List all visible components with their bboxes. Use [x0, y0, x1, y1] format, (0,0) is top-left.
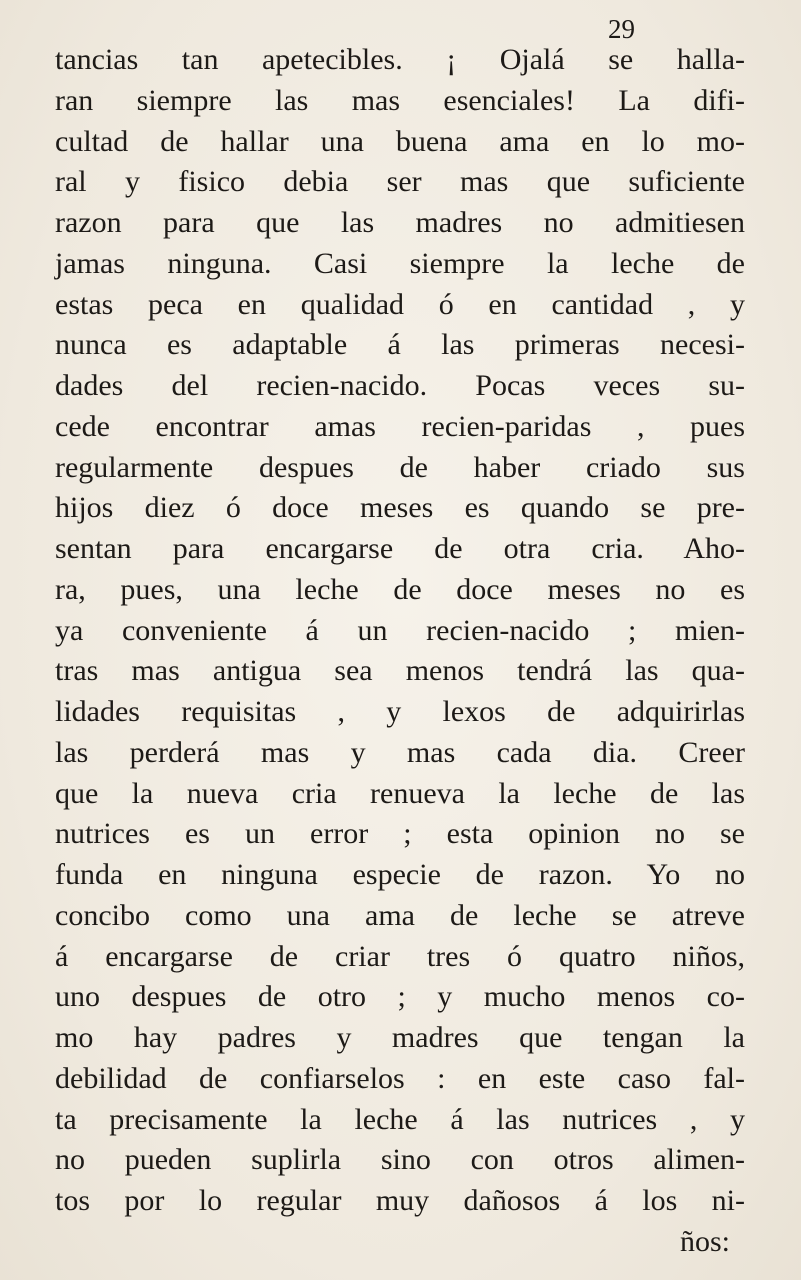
text-line: ra, pues, una leche de doce meses no es [55, 572, 745, 606]
text-line: razon para que las madres no admitiesen [55, 206, 745, 239]
text-line: ya conveniente á un recien-nacido ; mien- [55, 613, 745, 647]
text-line: que la nueva cria renueva la leche de las [55, 776, 745, 810]
text-line: sentan para encargarse de otra cria. Aho- [55, 532, 745, 565]
text-line: tos por lo regular muy dañosos á los ni- [55, 1184, 745, 1217]
text-line: ta precisamente la leche á las nutrices , y [55, 1102, 745, 1136]
text-line: cede encontrar amas recien-paridas , pues [55, 409, 745, 443]
text-line: jamas ninguna. Casi siempre la leche de [55, 246, 745, 280]
text-line: á encargarse de criar tres ó quatro niños, [55, 939, 745, 973]
text-line: tras mas antigua sea menos tendrá las qua- [55, 654, 745, 688]
text-line: mo hay padres y madres que tengan la [55, 1021, 745, 1054]
text-line: cultad de hallar una buena ama en lo mo- [55, 124, 745, 158]
text-line: ral y fisico debia ser mas que suficiente [55, 165, 745, 199]
text-line: hijos diez ó doce meses es quando se pre- [55, 491, 745, 525]
text-line: las perderá mas y mas cada dia. Creer [55, 735, 745, 769]
catchword: ños: [679, 1224, 730, 1258]
text-line: funda en ninguna especie de razon. Yo no [55, 858, 745, 891]
text-line: debilidad de confiarselos : en este caso fal- [55, 1061, 745, 1095]
text-line: ran siempre las mas esenciales! La difi- [55, 83, 745, 117]
text-line: no pueden suplirla sino con otros alimen- [55, 1143, 745, 1177]
text-line: nunca es adaptable á las primeras necesi- [55, 328, 745, 362]
text-line: lidades requisitas , y lexos de adquirirlas [55, 695, 745, 728]
text-line: regularmente despues de haber criado sus [55, 450, 745, 484]
text-line: dades del recien-nacido. Pocas veces su- [55, 369, 745, 402]
text-line: uno despues de otro ; y mucho menos co- [55, 980, 745, 1014]
body-text [55, 40, 745, 1263]
page-number: 29 [608, 14, 635, 44]
text-line: nutrices es un error ; esta opinion no se [55, 817, 745, 851]
text-line: estas peca en qualidad ó en cantidad , y [55, 287, 745, 321]
text-line: tancias tan apetecibles. ¡ Ojalá se halla- [55, 43, 745, 76]
text-line: concibo como una ama de leche se atreve [55, 898, 745, 932]
